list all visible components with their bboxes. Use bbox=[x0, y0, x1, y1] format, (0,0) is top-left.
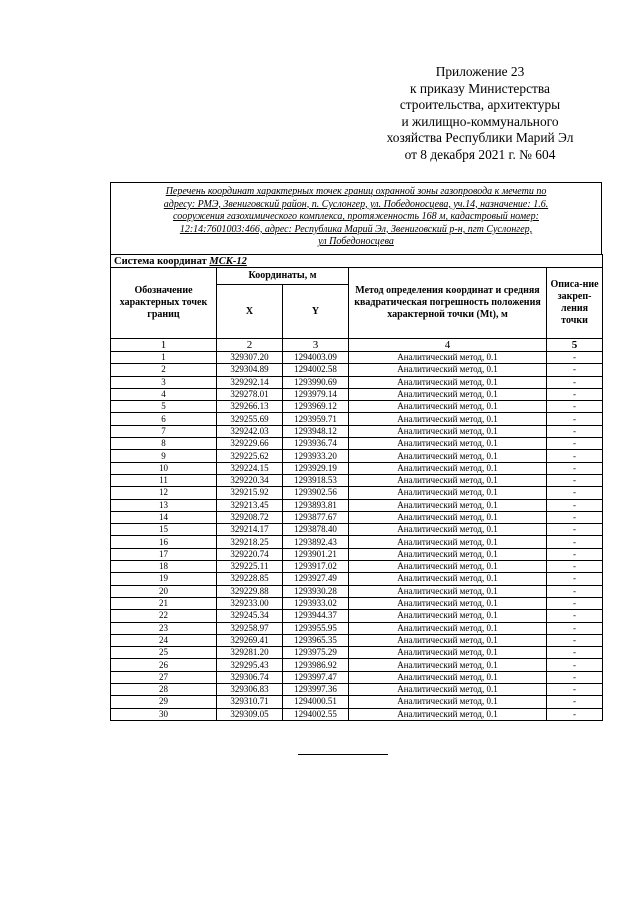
point-number: 3 bbox=[111, 376, 217, 388]
header-x: X bbox=[217, 285, 283, 339]
method: Аналитический метод, 0.1 bbox=[349, 413, 547, 425]
x-coordinate: 329229.66 bbox=[217, 438, 283, 450]
table-row bbox=[111, 647, 603, 659]
point-number: 13 bbox=[111, 499, 217, 511]
table-row bbox=[111, 597, 603, 609]
title-line: ул Победоносцева bbox=[318, 236, 394, 248]
coordinate-system bbox=[111, 255, 603, 268]
method: Аналитический метод, 0.1 bbox=[349, 548, 547, 560]
method: Аналитический метод, 0.1 bbox=[349, 474, 547, 486]
y-coordinate: 1293929.19 bbox=[283, 462, 349, 474]
y-coordinate: 1293901.21 bbox=[283, 548, 349, 560]
point-number: 16 bbox=[111, 536, 217, 548]
description: - bbox=[547, 610, 603, 622]
point-number: 27 bbox=[111, 671, 217, 683]
column-number: 3 bbox=[283, 339, 349, 352]
description: - bbox=[547, 536, 603, 548]
appendix-line: и жилищно-коммунального bbox=[401, 113, 559, 129]
table-row bbox=[111, 425, 603, 437]
table-row bbox=[111, 388, 603, 400]
x-coordinate: 329295.43 bbox=[217, 659, 283, 671]
point-number: 6 bbox=[111, 413, 217, 425]
description: - bbox=[547, 622, 603, 634]
point-number: 22 bbox=[111, 610, 217, 622]
point-number: 8 bbox=[111, 438, 217, 450]
point-number: 28 bbox=[111, 684, 217, 696]
x-coordinate: 329229.88 bbox=[217, 585, 283, 597]
description: - bbox=[547, 413, 603, 425]
x-coordinate: 329310.71 bbox=[217, 696, 283, 708]
method: Аналитический метод, 0.1 bbox=[349, 524, 547, 536]
method: Аналитический метод, 0.1 bbox=[349, 438, 547, 450]
method: Аналитический метод, 0.1 bbox=[349, 659, 547, 671]
point-number: 20 bbox=[111, 585, 217, 597]
title-line: Перечень координат характерных точек границ охранной зоны газопровода к мечети по bbox=[165, 186, 547, 197]
table-row bbox=[111, 536, 603, 548]
column-number: 5 bbox=[547, 339, 603, 352]
description: - bbox=[547, 511, 603, 523]
x-coordinate: 329214.17 bbox=[217, 524, 283, 536]
method: Аналитический метод, 0.1 bbox=[349, 388, 547, 400]
method: Аналитический метод, 0.1 bbox=[349, 462, 547, 474]
method: Аналитический метод, 0.1 bbox=[349, 647, 547, 659]
y-coordinate: 1293986.92 bbox=[283, 659, 349, 671]
header-row bbox=[111, 268, 603, 285]
method: Аналитический метод, 0.1 bbox=[349, 487, 547, 499]
point-number: 15 bbox=[111, 524, 217, 536]
x-coordinate: 329245.34 bbox=[217, 610, 283, 622]
description: - bbox=[547, 388, 603, 400]
y-coordinate: 1293918.53 bbox=[283, 474, 349, 486]
table-row bbox=[111, 499, 603, 511]
x-coordinate: 329218.25 bbox=[217, 536, 283, 548]
point-number: 14 bbox=[111, 511, 217, 523]
description: - bbox=[547, 401, 603, 413]
description: - bbox=[547, 597, 603, 609]
table-row bbox=[111, 684, 603, 696]
table-row bbox=[111, 634, 603, 646]
y-coordinate: 1293997.47 bbox=[283, 671, 349, 683]
y-coordinate: 1293969.12 bbox=[283, 401, 349, 413]
table-row bbox=[111, 561, 603, 573]
x-coordinate: 329255.69 bbox=[217, 413, 283, 425]
x-coordinate: 329228.85 bbox=[217, 573, 283, 585]
appendix-line: хозяйства Республики Марий Эл bbox=[386, 130, 574, 146]
appendix-line: от 8 декабря 2021 г. № 604 bbox=[404, 146, 556, 162]
point-number: 7 bbox=[111, 425, 217, 437]
y-coordinate: 1294003.09 bbox=[283, 352, 349, 364]
x-coordinate: 329225.62 bbox=[217, 450, 283, 462]
column-number: 1 bbox=[111, 339, 217, 352]
description: - bbox=[547, 684, 603, 696]
x-coordinate: 329213.45 bbox=[217, 499, 283, 511]
appendix-line: Приложение 23 bbox=[435, 64, 525, 79]
method: Аналитический метод, 0.1 bbox=[349, 511, 547, 523]
description: - bbox=[547, 487, 603, 499]
title-line: сооружения газохимического комплекса, протяженность 168 м, кадастровый номер: bbox=[173, 211, 539, 223]
x-coordinate: 329220.74 bbox=[217, 548, 283, 560]
description: - bbox=[547, 499, 603, 511]
table-row bbox=[111, 708, 603, 720]
appendix-line: к приказу Министерства bbox=[410, 80, 550, 96]
description: - bbox=[547, 585, 603, 597]
method: Аналитический метод, 0.1 bbox=[349, 499, 547, 511]
point-number: 12 bbox=[111, 487, 217, 499]
table-row bbox=[111, 524, 603, 536]
y-coordinate: 1293955.95 bbox=[283, 622, 349, 634]
point-number: 4 bbox=[111, 388, 217, 400]
description: - bbox=[547, 438, 603, 450]
y-coordinate: 1293944.37 bbox=[283, 610, 349, 622]
table-row bbox=[111, 413, 603, 425]
y-coordinate: 1293965.35 bbox=[283, 634, 349, 646]
table-row bbox=[111, 585, 603, 597]
column-number: 4 bbox=[349, 339, 547, 352]
table-row bbox=[111, 450, 603, 462]
appendix-line: строительства, архитектуры bbox=[399, 97, 561, 113]
x-coordinate: 329266.13 bbox=[217, 401, 283, 413]
x-coordinate: 329281.20 bbox=[217, 647, 283, 659]
method: Аналитический метод, 0.1 bbox=[349, 696, 547, 708]
y-coordinate: 1293936.74 bbox=[283, 438, 349, 450]
coordinate-system-label: Система координат bbox=[114, 255, 207, 267]
point-number: 24 bbox=[111, 634, 217, 646]
y-coordinate: 1293877.67 bbox=[283, 511, 349, 523]
table-row bbox=[111, 548, 603, 560]
method: Аналитический метод, 0.1 bbox=[349, 352, 547, 364]
x-coordinate: 329307.20 bbox=[217, 352, 283, 364]
point-number: 5 bbox=[111, 401, 217, 413]
y-coordinate: 1294002.58 bbox=[283, 364, 349, 376]
y-coordinate: 1293930.28 bbox=[283, 585, 349, 597]
description: - bbox=[547, 524, 603, 536]
description: - bbox=[547, 450, 603, 462]
description: - bbox=[547, 708, 603, 720]
appendix-header bbox=[340, 64, 620, 164]
y-coordinate: 1293948.12 bbox=[283, 425, 349, 437]
y-coordinate: 1293927.49 bbox=[283, 573, 349, 585]
method: Аналитический метод, 0.1 bbox=[349, 585, 547, 597]
description: - bbox=[547, 376, 603, 388]
point-number: 10 bbox=[111, 462, 217, 474]
x-coordinate: 329220.34 bbox=[217, 474, 283, 486]
x-coordinate: 329224.15 bbox=[217, 462, 283, 474]
x-coordinate: 329215.92 bbox=[217, 487, 283, 499]
description: - bbox=[547, 548, 603, 560]
method: Аналитический метод, 0.1 bbox=[349, 597, 547, 609]
document-title bbox=[110, 182, 602, 254]
header-y: Y bbox=[283, 285, 349, 339]
table-row bbox=[111, 364, 603, 376]
method: Аналитический метод, 0.1 bbox=[349, 622, 547, 634]
column-number-row bbox=[111, 339, 603, 352]
coordinates-table bbox=[110, 254, 603, 721]
method: Аналитический метод, 0.1 bbox=[349, 425, 547, 437]
x-coordinate: 329269.41 bbox=[217, 634, 283, 646]
table-row bbox=[111, 352, 603, 364]
point-number: 19 bbox=[111, 573, 217, 585]
y-coordinate: 1293893.81 bbox=[283, 499, 349, 511]
method: Аналитический метод, 0.1 bbox=[349, 573, 547, 585]
table-row bbox=[111, 487, 603, 499]
method: Аналитический метод, 0.1 bbox=[349, 536, 547, 548]
description: - bbox=[547, 352, 603, 364]
table-row bbox=[111, 610, 603, 622]
y-coordinate: 1293902.56 bbox=[283, 487, 349, 499]
header-description: Описа-ние закреп-ления точки bbox=[547, 268, 603, 339]
method: Аналитический метод, 0.1 bbox=[349, 561, 547, 573]
method: Аналитический метод, 0.1 bbox=[349, 671, 547, 683]
method: Аналитический метод, 0.1 bbox=[349, 450, 547, 462]
description: - bbox=[547, 659, 603, 671]
point-number: 25 bbox=[111, 647, 217, 659]
method: Аналитический метод, 0.1 bbox=[349, 684, 547, 696]
table-row bbox=[111, 401, 603, 413]
y-coordinate: 1293933.02 bbox=[283, 597, 349, 609]
table-row bbox=[111, 573, 603, 585]
table-row bbox=[111, 511, 603, 523]
x-coordinate: 329242.03 bbox=[217, 425, 283, 437]
method: Аналитический метод, 0.1 bbox=[349, 708, 547, 720]
y-coordinate: 1294002.55 bbox=[283, 708, 349, 720]
table-row bbox=[111, 438, 603, 450]
header-point: Обозначение характерных точек границ bbox=[111, 268, 217, 339]
point-number: 30 bbox=[111, 708, 217, 720]
y-coordinate: 1293975.29 bbox=[283, 647, 349, 659]
description: - bbox=[547, 671, 603, 683]
title-line: адресу: РМЭ, Звениговский район, п. Суслонгер, ул. Победоносцева, уч.14, назначение: 1.6. bbox=[163, 198, 549, 210]
point-number: 18 bbox=[111, 561, 217, 573]
x-coordinate: 329304.89 bbox=[217, 364, 283, 376]
table-row bbox=[111, 474, 603, 486]
y-coordinate: 1293997.36 bbox=[283, 684, 349, 696]
y-coordinate: 1293878.40 bbox=[283, 524, 349, 536]
coordinate-system-value: МСК-12 bbox=[209, 255, 247, 267]
method: Аналитический метод, 0.1 bbox=[349, 364, 547, 376]
description: - bbox=[547, 425, 603, 437]
description: - bbox=[547, 647, 603, 659]
x-coordinate: 329225.11 bbox=[217, 561, 283, 573]
description: - bbox=[547, 696, 603, 708]
title-line: 12:14:7601003:466, адрес: Республика Марий Эл, Звениговский р-н, пгт Суслонгер, bbox=[179, 223, 533, 235]
x-coordinate: 329292.14 bbox=[217, 376, 283, 388]
y-coordinate: 1293990.69 bbox=[283, 376, 349, 388]
y-coordinate: 1293933.20 bbox=[283, 450, 349, 462]
y-coordinate: 1293892.43 bbox=[283, 536, 349, 548]
table-row bbox=[111, 671, 603, 683]
description: - bbox=[547, 573, 603, 585]
x-coordinate: 329278.01 bbox=[217, 388, 283, 400]
table-row bbox=[111, 462, 603, 474]
description: - bbox=[547, 474, 603, 486]
point-number: 21 bbox=[111, 597, 217, 609]
method: Аналитический метод, 0.1 bbox=[349, 376, 547, 388]
description: - bbox=[547, 462, 603, 474]
x-coordinate: 329306.83 bbox=[217, 684, 283, 696]
y-coordinate: 1294000.51 bbox=[283, 696, 349, 708]
table-row bbox=[111, 376, 603, 388]
method: Аналитический метод, 0.1 bbox=[349, 634, 547, 646]
coordinate-system-row bbox=[111, 255, 603, 268]
table-row bbox=[111, 622, 603, 634]
y-coordinate: 1293917.02 bbox=[283, 561, 349, 573]
description: - bbox=[547, 561, 603, 573]
table-row bbox=[111, 696, 603, 708]
x-coordinate: 329309.05 bbox=[217, 708, 283, 720]
point-number: 1 bbox=[111, 352, 217, 364]
point-number: 11 bbox=[111, 474, 217, 486]
header-method: Метод определения координат и средняя квадратическая погрешность положения характерной точки (Mt), м bbox=[349, 268, 547, 339]
description: - bbox=[547, 634, 603, 646]
point-number: 17 bbox=[111, 548, 217, 560]
table-body bbox=[111, 352, 603, 721]
x-coordinate: 329306.74 bbox=[217, 671, 283, 683]
table-row bbox=[111, 659, 603, 671]
point-number: 9 bbox=[111, 450, 217, 462]
point-number: 2 bbox=[111, 364, 217, 376]
point-number: 23 bbox=[111, 622, 217, 634]
column-number: 2 bbox=[217, 339, 283, 352]
x-coordinate: 329258.97 bbox=[217, 622, 283, 634]
point-number: 26 bbox=[111, 659, 217, 671]
y-coordinate: 1293979.14 bbox=[283, 388, 349, 400]
x-coordinate: 329233.00 bbox=[217, 597, 283, 609]
divider-line bbox=[298, 754, 388, 755]
point-number: 29 bbox=[111, 696, 217, 708]
y-coordinate: 1293959.71 bbox=[283, 413, 349, 425]
x-coordinate: 329208.72 bbox=[217, 511, 283, 523]
method: Аналитический метод, 0.1 bbox=[349, 401, 547, 413]
header-coords: Координаты, м bbox=[217, 268, 349, 285]
method: Аналитический метод, 0.1 bbox=[349, 610, 547, 622]
description: - bbox=[547, 364, 603, 376]
